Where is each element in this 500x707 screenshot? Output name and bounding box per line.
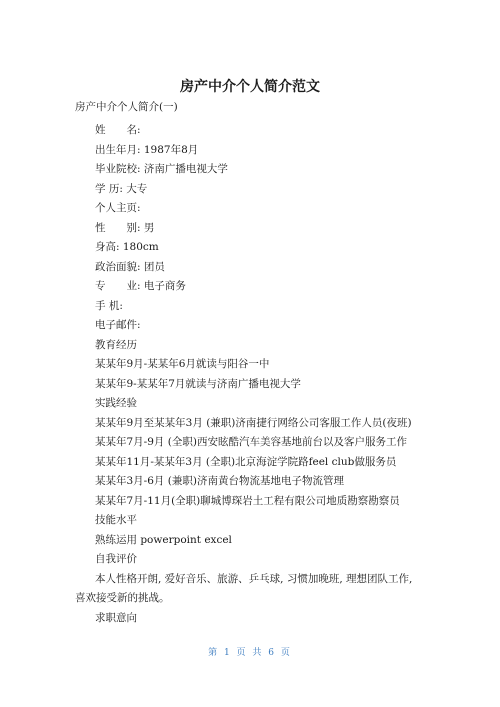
section-heading: 房产中介个人简介(一) [75,101,178,113]
field-education: 学 历: 大专 [95,183,148,195]
education-item: 某某年9-某某年7月就读与济南广播电视大学 [95,378,301,390]
experience-item: 某某年7月-11月(全职)聊城博琛岩土工程有限公司地质勘察勘察员 [95,495,400,507]
document-title: 房产中介个人简介范文 [180,79,320,95]
field-homepage: 个人主页: [95,202,141,214]
field-name: 姓 名: [95,124,141,136]
field-major: 专 业: 电子商务 [95,280,186,292]
field-political: 政治面貌: 团员 [95,261,165,273]
experience-item: 某某年3月-6月 (兼职)济南黄台物流基地电子物流管理 [95,475,344,487]
heading-job-intention: 求职意向 [95,612,137,624]
field-email: 电子邮件: [95,319,141,331]
heading-skills: 技能水平 [95,514,137,526]
heading-education: 教育经历 [95,339,137,351]
self-evaluation-text: 本人性格开朗, 爱好音乐、旅游、乒乓球, 习惯加晚班, 理想团队工作, [95,573,413,585]
field-phone: 手 机: [95,300,123,312]
heading-self-evaluation: 自我评价 [95,553,137,565]
page-number: 第 1 页 共 6 页 [208,648,292,658]
experience-item: 某某年11月-某某年3月 (全职)北京海淀学院路feel club做服务员 [95,456,397,468]
field-birth: 出生年月: 1987年8月 [95,144,199,156]
experience-item: 某某年7月-9月 (全职)西安眩酷汽车美容基地前台以及客户服务工作 [95,436,407,448]
field-height: 身高: 180cm [95,241,159,253]
self-evaluation-text-continued: 喜欢接受新的挑战。 [75,592,170,604]
skills-item: 熟练运用 powerpoint excel [95,534,232,546]
education-item: 某某年9月-某某年6月就读与阳谷一中 [95,358,270,370]
heading-experience: 实践经验 [95,397,137,409]
field-gender: 性 别: 男 [95,222,155,234]
experience-item: 某某年9月至某某年3月 (兼职)济南捷行网络公司客服工作人员(夜班) [95,417,412,429]
field-school: 毕业院校: 济南广播电视大学 [95,163,228,175]
